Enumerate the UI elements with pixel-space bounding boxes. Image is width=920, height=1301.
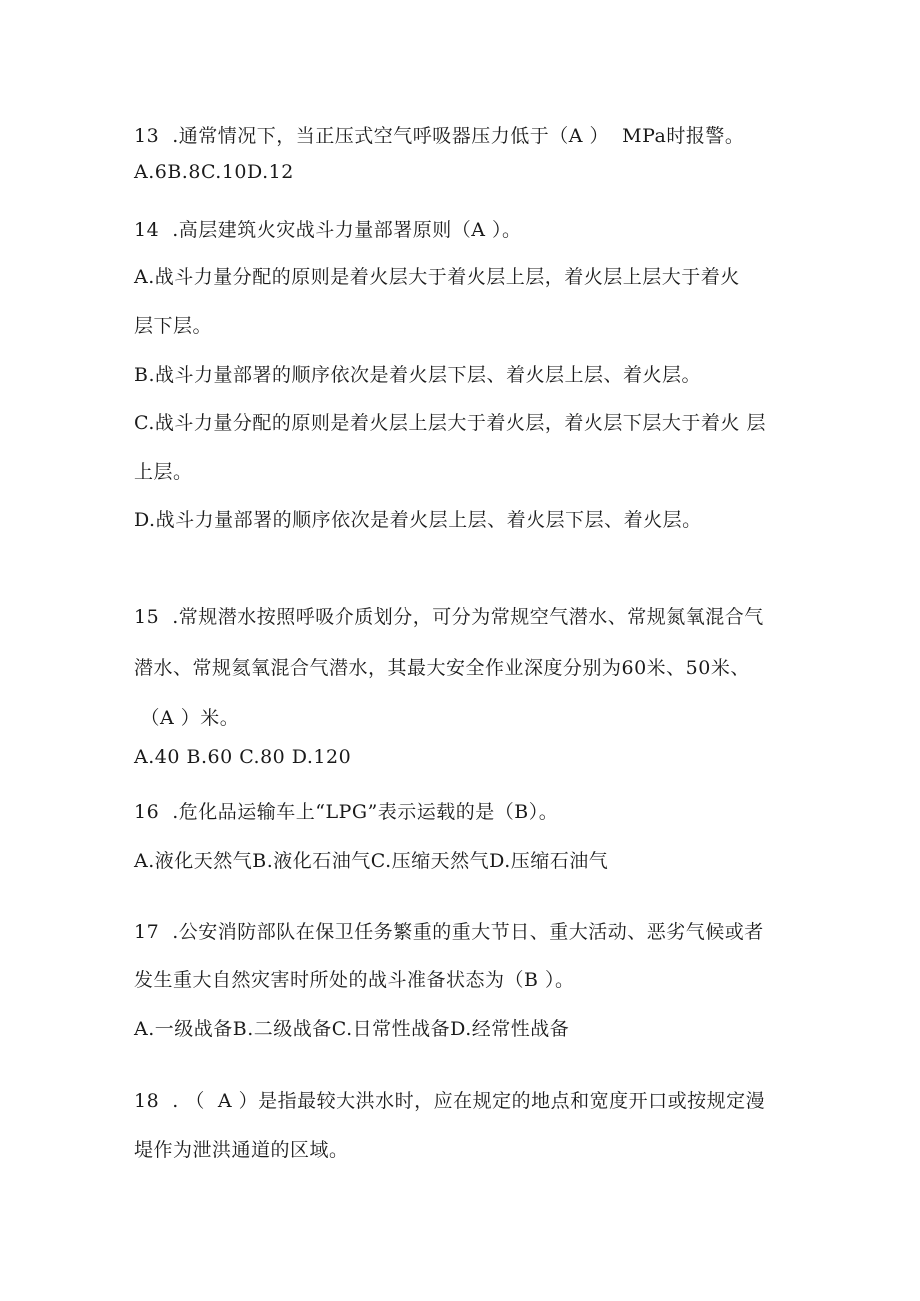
question-13-text: 13 .通常情况下，当正压式空气呼吸器压力低于（A ） MPa时报警。 <box>134 125 745 147</box>
question-17-text-2: 发生重大自然灾害时所处的战斗准备状态为（B ）。 <box>134 969 575 991</box>
question-14-option-c-cont: 上层。 <box>134 461 193 483</box>
question-14-option-c: C.战斗力量分配的原则是着火层上层大于着火层，着火层下层大于着火 层 <box>134 412 766 434</box>
question-15-text-3: （A ）米。 <box>134 707 240 729</box>
question-16-text: 16 .危化品运输车上“LPG”表示运载的是（B）。 <box>134 801 559 823</box>
question-14-option-a-cont: 层下层。 <box>134 315 213 337</box>
question-14-option-d: D.战斗力量部署的顺序依次是着火层上层、着火层下层、着火层。 <box>134 509 702 531</box>
question-15-text: 15 .常规潜水按照呼吸介质划分，可分为常规空气潜水、常规氮氧混合气 <box>134 606 764 628</box>
question-15-options: A.40 B.60 C.80 D.120 <box>134 746 352 768</box>
question-17-options: A.一级战备B.二级战备C.日常性战备D.经常性战备 <box>134 1018 570 1040</box>
question-13-options: A.6B.8C.10D.12 <box>134 161 294 183</box>
question-14-text: 14 .高层建筑火灾战斗力量部署原则（A ）。 <box>134 219 522 241</box>
question-16-options: A.液化天然气B.液化石油气C.压缩天然气D.压缩石油气 <box>134 850 609 872</box>
question-18-text: 18 . （ A ）是指最较大洪水时，应在规定的地点和宽度开口或按规定漫 <box>134 1090 766 1112</box>
question-18-text-2: 堤作为泄洪通道的区域。 <box>134 1139 349 1161</box>
question-17-text: 17 .公安消防部队在保卫任务繁重的重大节日、重大活动、恶劣气候或者 <box>134 921 764 943</box>
question-14-option-b: B.战斗力量部署的顺序依次是着火层下层、着火层上层、着火层。 <box>134 364 702 386</box>
question-15-text-2: 潜水、常规氦氧混合气潜水，其最大安全作业深度分别为60米、50米、 <box>134 657 750 679</box>
question-14-option-a: A.战斗力量分配的原则是着火层大于着火层上层，着火层上层大于着火 <box>134 266 740 288</box>
